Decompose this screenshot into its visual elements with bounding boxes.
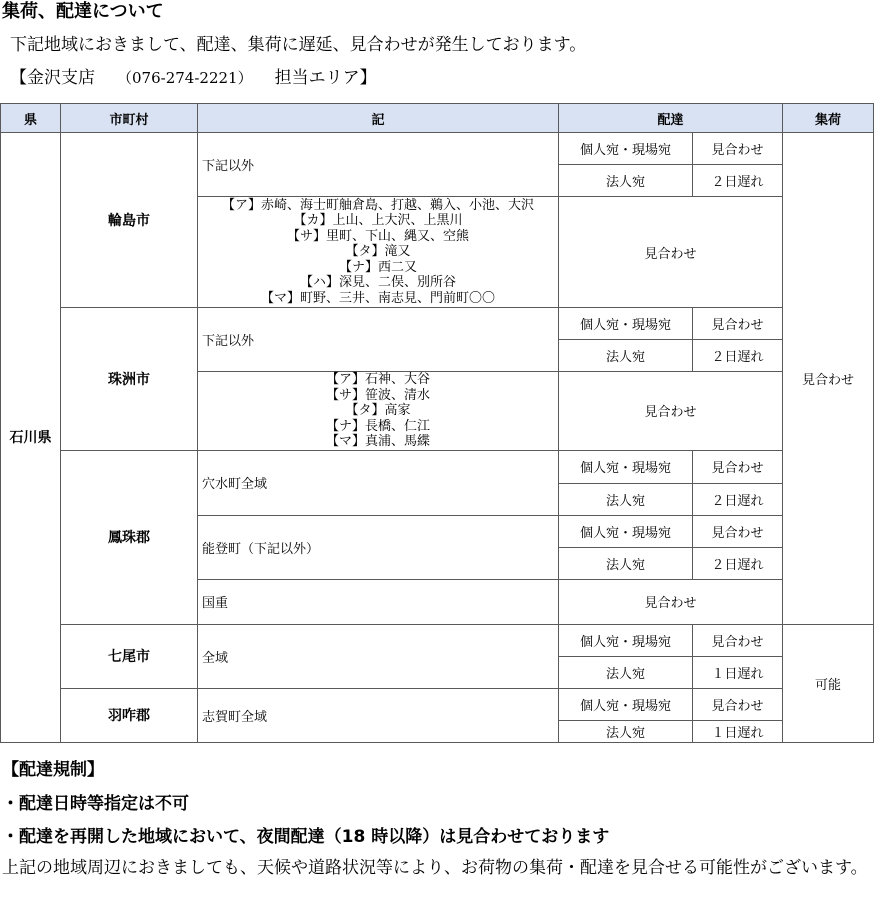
list-item: 【カ】上山、上大沢、上黒川 [293,213,463,229]
delivery-type: 法人宛 [559,340,693,372]
municipality-suzu: 珠洲市 [61,308,198,451]
delivery-type: 法人宛 [559,547,693,579]
closing-note: 上記の地域周辺におきましても、天候や道路状況等により、お荷物の集荷・配達を見合せる可能性がございます。 [2,858,868,878]
table-row [1,624,874,656]
branch-area: 担当エリア】 [274,68,377,88]
area-cell: 全域 [198,624,559,688]
page-title: 集荷、配達について [2,1,164,22]
delivery-status: 見合わせ [693,515,783,547]
notice-message: 下記地域におきまして、配達、集荷に遅延、見合わせが発生しております。 [10,35,587,55]
delivery-type: 法人宛 [559,165,693,197]
table-row [1,688,874,720]
list-item: 【ア】石神、大谷 [325,372,430,387]
delivery-type: 個人宛・現場宛 [559,688,693,720]
list-item: 【タ】滝又 [345,244,411,260]
list-item: 【サ】里町、下山、縄又、空熊 [286,228,469,244]
branch-tel: （076-274-2221） [117,69,253,87]
header-prefecture: 県 [1,104,61,133]
list-item: 【ナ】長橋、仁江 [325,418,430,434]
table-row [1,133,874,165]
delivery-status: １日遅れ [693,720,783,742]
header-delivery: 配達 [559,104,783,133]
header-municipality: 市町村 [61,104,198,133]
delivery-type: 個人宛・現場宛 [559,450,693,483]
delivery-status: 見合わせ [559,197,783,308]
delivery-status: ２日遅れ [693,165,783,197]
list-item: 【マ】町野、三井、南志見、門前町〇〇 [260,290,495,306]
delivery-status: １日遅れ [693,656,783,688]
list-item: 【ア】赤崎、海士町舳倉島、打越、鵜入、小池、大沢 [221,197,534,213]
delivery-status: 見合わせ [559,579,783,624]
header-area: 記 [198,104,559,133]
delivery-type: 個人宛・現場宛 [559,624,693,656]
area-cell: 志賀町全域 [198,688,559,742]
delivery-status: 見合わせ [693,688,783,720]
delivery-type: 個人宛・現場宛 [559,133,693,165]
pickup-status: 可能 [783,624,874,742]
rule-item: ・配達日時等指定は不可 [2,794,189,814]
branch-name: 【金沢支店 [10,68,95,88]
table-row [1,308,874,340]
delivery-type: 個人宛・現場宛 [559,308,693,340]
municipality-wajima: 輪島市 [61,133,198,308]
table-row [1,450,874,483]
delivery-status: 見合わせ [693,450,783,483]
delivery-type: 個人宛・現場宛 [559,515,693,547]
list-item: 【ナ】西二又 [338,259,417,275]
area-list-wajima [198,197,559,308]
area-cell: 能登町（下記以外） [198,515,559,579]
list-item: 【マ】真浦、馬緤 [325,434,430,449]
municipality-hosu: 鳳珠郡 [61,450,198,624]
delivery-status: 見合わせ [559,372,783,451]
delivery-status: ２日遅れ [693,483,783,515]
delivery-status: 見合わせ [693,308,783,340]
area-cell: 下記以外 [198,133,559,197]
status-table [0,103,874,743]
delivery-status: 見合わせ [693,133,783,165]
rule-item: ・配達を再開した地域において、夜間配達（18 時以降）は見合わせております [2,827,610,847]
delivery-type: 法人宛 [559,720,693,742]
list-item: 【サ】笹波、清水 [325,387,430,403]
delivery-type: 法人宛 [559,483,693,515]
delivery-status: ２日遅れ [693,340,783,372]
list-item: 【タ】高家 [345,403,411,418]
delivery-status: 見合わせ [693,624,783,656]
list-item: 【ハ】深見、二俣、別所谷 [299,275,456,291]
area-cell: 穴水町全域 [198,450,559,515]
header-pickup: 集荷 [783,104,874,133]
municipality-hakui: 羽咋郡 [61,688,198,742]
table-header-row [1,104,874,133]
delivery-status: ２日遅れ [693,547,783,579]
area-list-suzu [198,372,559,451]
area-cell: 下記以外 [198,308,559,372]
delivery-type: 法人宛 [559,656,693,688]
prefecture-cell: 石川県 [1,133,61,743]
municipality-nanao: 七尾市 [61,624,198,688]
area-cell: 国重 [198,579,559,624]
rules-title: 【配達規制】 [2,760,104,780]
branch-info [10,66,399,90]
pickup-status: 見合わせ [783,133,874,625]
